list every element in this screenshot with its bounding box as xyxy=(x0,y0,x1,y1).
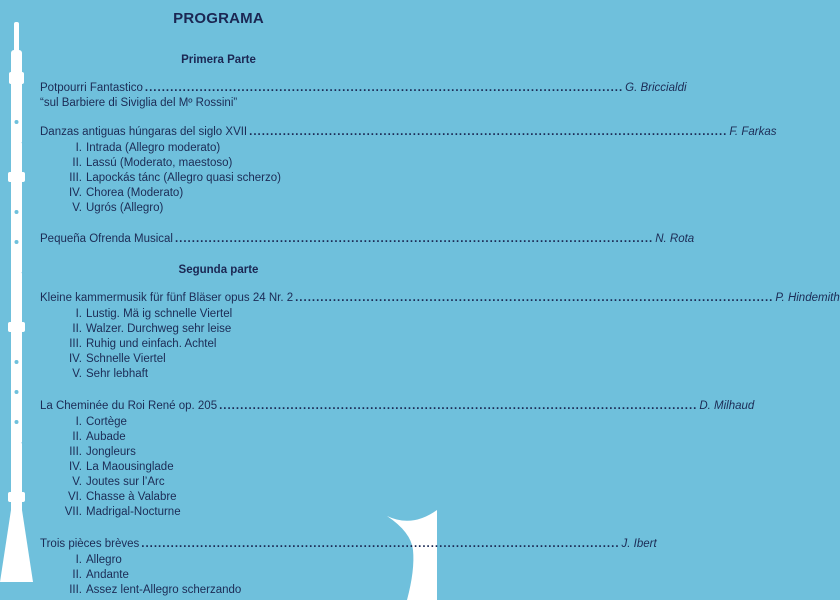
work-title: Trois pièces brèves xyxy=(40,538,140,550)
movement-item xyxy=(60,445,136,459)
movement-title: Cortège xyxy=(86,416,127,428)
page-title: PROGRAMA xyxy=(173,10,264,27)
section-title-segunda: Segunda parte xyxy=(178,264,259,276)
movement-number: IV. xyxy=(68,187,82,199)
movement-title: Sehr lebhaft xyxy=(86,368,149,380)
horn-bell-icon xyxy=(387,510,437,600)
composer-name: P. Hindemith xyxy=(775,292,840,304)
movement-item xyxy=(60,186,183,200)
movement-title: Ruhig und einfach. Achtel xyxy=(86,338,217,350)
composer-name: D. Milhaud xyxy=(699,400,755,412)
section-title-primera: Primera Parte xyxy=(181,54,256,66)
work-title: Kleine kammermusik für fünf Bläser opus 24 Nr. 2 xyxy=(40,292,294,304)
movement-number: III. xyxy=(69,446,82,458)
movement-title: Intrada (Allegro moderato) xyxy=(86,142,221,154)
movement-item xyxy=(60,156,232,170)
composer-name: J. Ibert xyxy=(621,538,657,550)
movement-number: II. xyxy=(72,323,82,335)
dot-leader: .................................................................................................................. xyxy=(295,292,774,304)
movement-title: Aubade xyxy=(86,431,126,443)
movement-title: Assez lent-Allegro scherzando xyxy=(86,584,242,596)
movement-title: Walzer. Durchweg sehr leise xyxy=(86,323,232,335)
dot-leader: .................................................................................................................. xyxy=(249,126,728,138)
movement-number: III. xyxy=(69,338,82,350)
dot-leader: .................................................................................................................. xyxy=(144,82,624,94)
movement-title: Lapockás tánc (Allegro quasi scherzo) xyxy=(86,172,281,184)
movement-title: Ugrós (Allegro) xyxy=(86,202,164,214)
movement-number: I. xyxy=(75,554,82,566)
clarinet-icon xyxy=(0,22,36,592)
program-item xyxy=(40,232,695,246)
movement-title: Joutes sur l’Arc xyxy=(86,476,165,488)
program-item xyxy=(40,291,840,305)
movement-number: V. xyxy=(72,202,82,214)
dot-leader: .................................................................................................................. xyxy=(141,538,620,550)
composer-name: F. Farkas xyxy=(729,126,777,138)
movement-item xyxy=(60,367,148,381)
movement-item xyxy=(60,430,126,444)
movement-title: Chasse à Valabre xyxy=(86,491,177,503)
work-title: La Cheminée du Roi René op. 205 xyxy=(40,400,218,412)
movement-item xyxy=(60,490,177,504)
movement-title: Andante xyxy=(86,569,129,581)
movement-title: La Maousinglade xyxy=(86,461,174,473)
movement-item xyxy=(60,415,127,429)
composer-name: G. Briccialdi xyxy=(625,82,687,94)
movement-number: I. xyxy=(75,416,82,428)
movement-title: Schnelle Viertel xyxy=(86,353,166,365)
movement-number: II. xyxy=(72,431,82,443)
movement-item xyxy=(60,307,232,321)
movement-title: Allegro xyxy=(86,554,122,566)
movement-item xyxy=(60,322,231,336)
movement-number: I. xyxy=(75,308,82,320)
movement-number: V. xyxy=(72,368,82,380)
movement-item xyxy=(60,201,163,215)
movement-item xyxy=(60,583,241,597)
movement-number: V. xyxy=(72,476,82,488)
movement-number: III. xyxy=(69,584,82,596)
movement-title: Lustig. Mä ig schnelle Viertel xyxy=(86,308,233,320)
program-item xyxy=(40,81,687,95)
movement-number: IV. xyxy=(68,461,82,473)
movement-item xyxy=(60,337,216,351)
movement-item xyxy=(60,505,181,519)
movement-item xyxy=(60,141,220,155)
movement-number: II. xyxy=(72,157,82,169)
program-item xyxy=(40,399,755,413)
movement-item xyxy=(60,171,281,185)
dot-leader: .................................................................................................................. xyxy=(219,400,698,412)
movement-number: I. xyxy=(75,142,82,154)
movement-item xyxy=(60,475,165,489)
movement-item xyxy=(60,568,129,582)
movement-item xyxy=(60,553,122,567)
movement-number: VII. xyxy=(64,506,82,518)
movement-title: Jongleurs xyxy=(86,446,136,458)
movement-title: Chorea (Moderato) xyxy=(86,187,184,199)
movement-title: Lassú (Moderato, maestoso) xyxy=(86,157,233,169)
movement-number: VI. xyxy=(67,491,82,503)
program-item xyxy=(40,125,777,139)
movement-number: II. xyxy=(72,569,82,581)
movement-title: Madrigal-Nocturne xyxy=(86,506,181,518)
composer-name: N. Rota xyxy=(655,233,695,245)
movement-number: III. xyxy=(69,172,82,184)
movement-item xyxy=(60,352,166,366)
dot-leader: .................................................................................................................. xyxy=(174,233,654,245)
work-title: Potpourri Fantastico xyxy=(40,82,143,94)
work-title: Danzas antiguas húngaras del siglo XVII xyxy=(40,126,248,138)
program-item xyxy=(40,537,657,551)
movement-item xyxy=(60,460,174,474)
work-subtitle: “sul Barbiere di Siviglia del Mº Rossini” xyxy=(40,97,238,109)
work-title: Pequeña Ofrenda Musical xyxy=(40,233,173,245)
movement-number: IV. xyxy=(68,353,82,365)
